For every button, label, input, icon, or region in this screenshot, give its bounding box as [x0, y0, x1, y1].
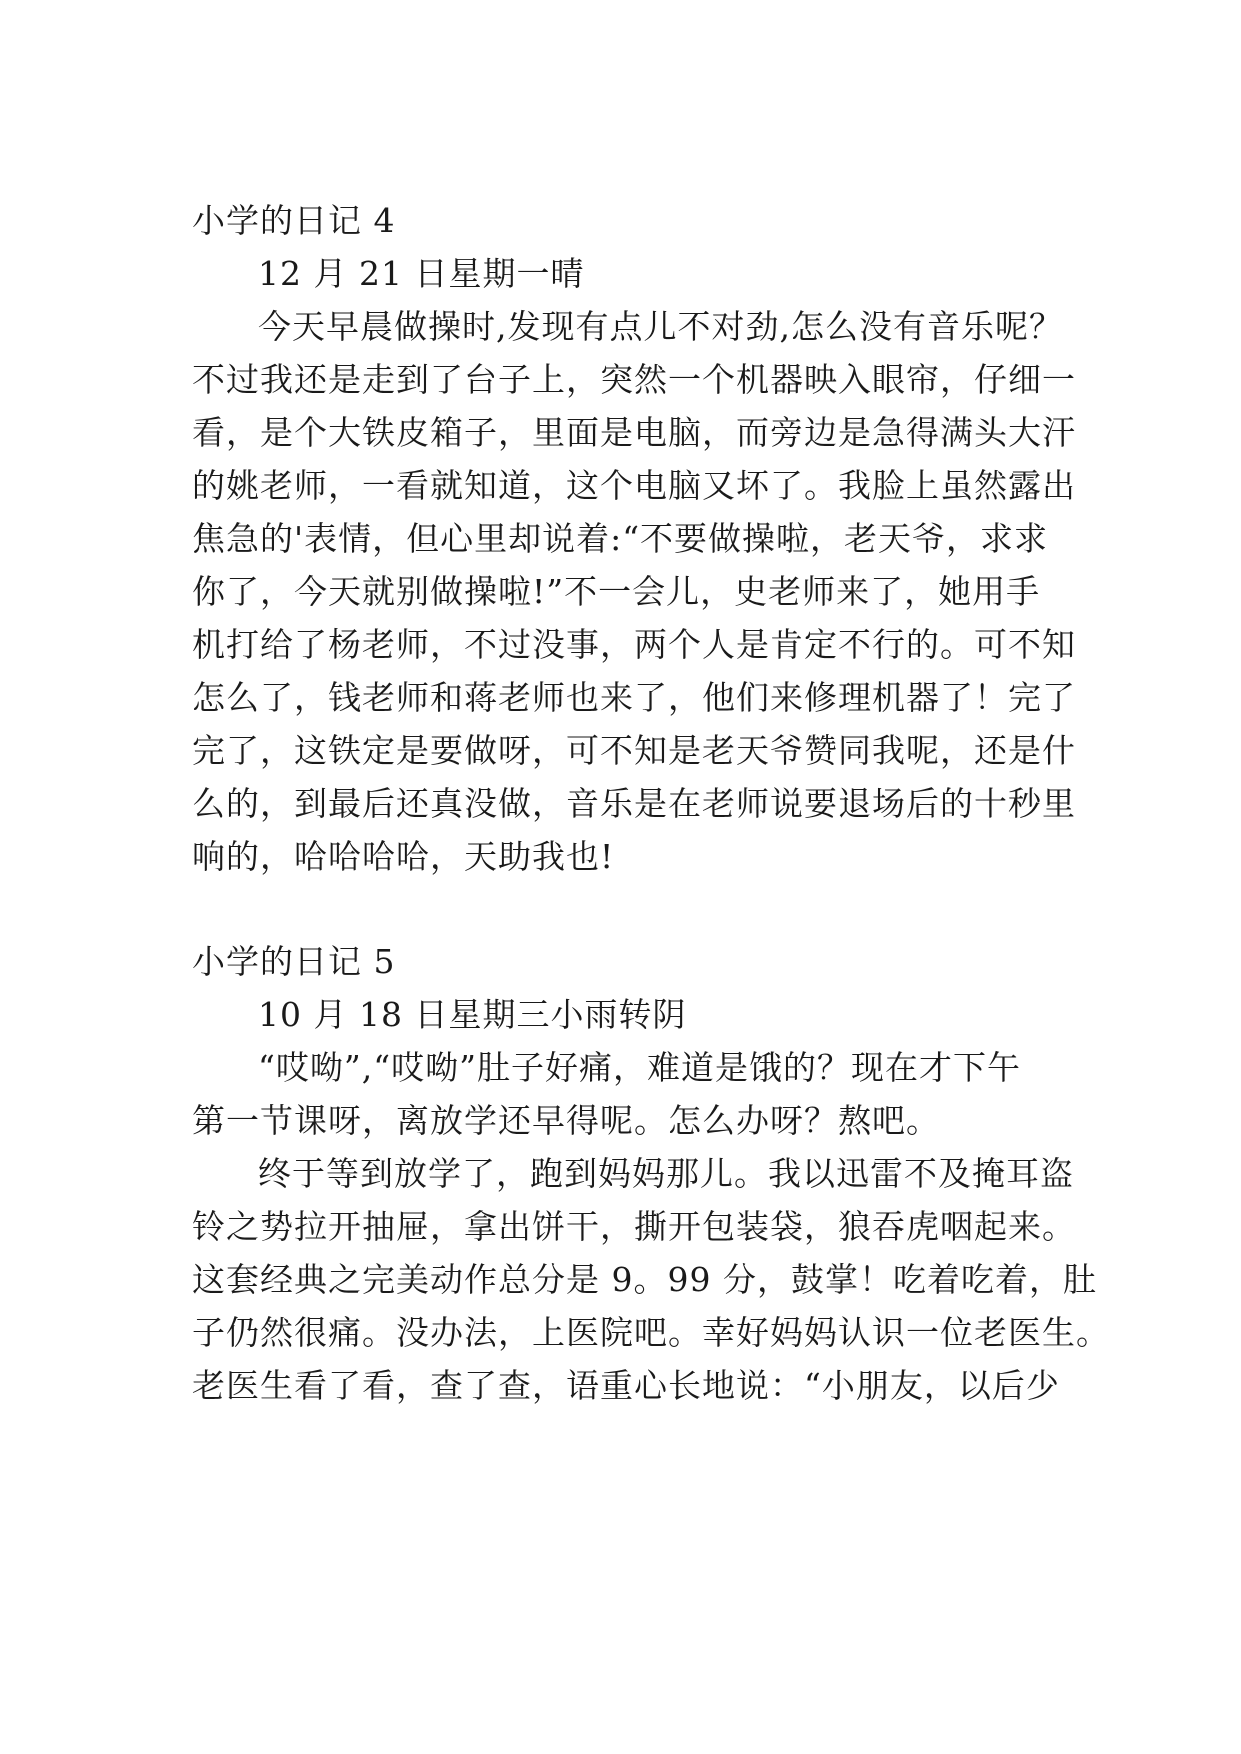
- diary5-title: 小学的日记 5: [192, 942, 396, 981]
- diary4-line: 么的，到最后还真没做，音乐是在老师说要退场后的十秒里: [192, 784, 1076, 823]
- diary4-line: 响的，哈哈哈哈，天助我也!: [192, 837, 615, 876]
- diary4-line: 怎么了，钱老师和蒋老师也来了，他们来修理机器了！完了: [192, 678, 1076, 717]
- diary4-line: 机打给了杨老师，不过没事，两个人是肯定不行的。可不知: [192, 625, 1076, 664]
- diary5-line: 铃之势拉开抽屉，拿出饼干，撕开包装袋，狼吞虎咽起来。: [192, 1207, 1076, 1246]
- diary5-line: 老医生看了看，查了查，语重心长地说：“小朋友，以后少: [192, 1366, 1060, 1405]
- diary4-line: 你了，今天就别做操啦!”不一会儿，史老师来了，她用手: [192, 572, 1041, 611]
- diary5-date: 10 月 18 日星期三小雨转阴: [258, 995, 687, 1034]
- diary4-line: 不过我还是走到了台子上，突然一个机器映入眼帘，仔细一: [192, 360, 1076, 399]
- diary5-line: 这套经典之完美动作总分是 9。99 分，鼓掌！吃着吃着，肚: [192, 1260, 1097, 1299]
- diary4-line: 完了，这铁定是要做呀，可不知是老天爷赞同我呢，还是什: [192, 731, 1076, 770]
- diary5-line: 第一节课呀，离放学还早得呢。怎么办呀？熬吧。: [192, 1101, 940, 1140]
- diary5-line: 终于等到放学了，跑到妈妈那儿。我以迅雷不及掩耳盗: [258, 1154, 1074, 1193]
- diary4-line: 焦急的'表情，但心里却说着:“不要做操啦，老天爷，求求: [192, 519, 1049, 558]
- diary4-line: 看，是个大铁皮箱子，里面是电脑，而旁边是急得满头大汗: [192, 413, 1076, 452]
- diary4-date: 12 月 21 日星期一晴: [258, 254, 585, 293]
- diary5-line: “哎呦”,“哎呦”肚子好痛，难道是饿的？现在才下午: [258, 1048, 1021, 1087]
- diary4-line: 今天早晨做操时,发现有点儿不对劲,怎么没有音乐呢？: [258, 307, 1063, 346]
- diary4-title: 小学的日记 4: [192, 201, 396, 240]
- diary4-line: 的姚老师，一看就知道，这个电脑又坏了。我脸上虽然露出: [192, 466, 1076, 505]
- diary5-line: 子仍然很痛。没办法，上医院吧。幸好妈妈认识一位老医生。: [192, 1313, 1110, 1352]
